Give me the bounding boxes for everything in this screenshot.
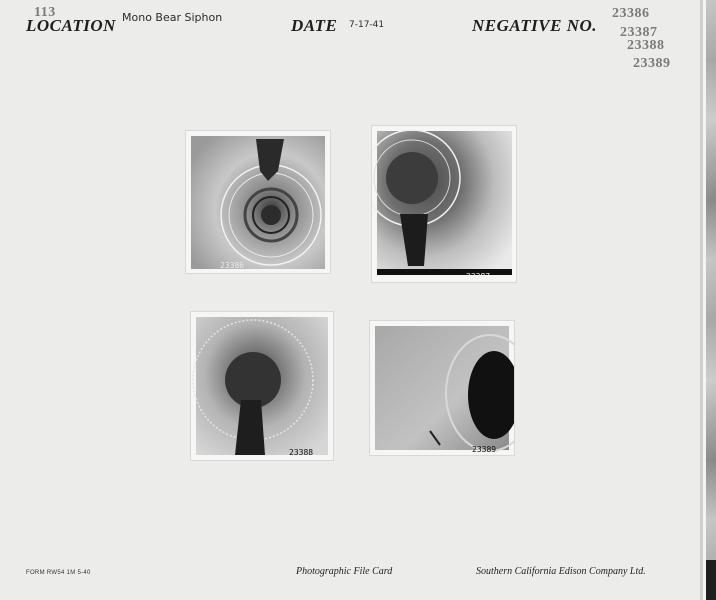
- location-value: Mono Bear Siphon: [122, 11, 223, 24]
- siphon-interior-image: [186, 131, 330, 273]
- siphon-interior-image: [372, 126, 516, 282]
- photo-number: 23389: [472, 445, 497, 454]
- siphon-interior-image: [191, 312, 333, 460]
- photo-23387: [372, 126, 516, 282]
- photo-23389: [370, 321, 514, 455]
- photo-number: 23388: [289, 448, 314, 457]
- negative-label: NEGATIVE NO.: [472, 16, 598, 35]
- negative-number: 23386: [612, 6, 650, 21]
- card-edge-shadow: [706, 560, 716, 600]
- negative-number: 23388: [627, 38, 665, 53]
- date-label: DATE: [291, 16, 338, 35]
- file-number: 113: [34, 5, 56, 20]
- date-value: 7-17-41: [349, 20, 385, 30]
- photo-23386: [186, 131, 330, 273]
- negative-number: 23389: [633, 56, 671, 71]
- photo-23388: [191, 312, 333, 460]
- siphon-interior-image: [370, 321, 514, 455]
- negative-number: 23387: [620, 25, 658, 40]
- form-code: FORM RW54 1M 5-40: [26, 570, 91, 576]
- card-type: Photographic File Card: [296, 566, 393, 577]
- card-edge-shading: [706, 0, 716, 600]
- photo-number: 23386: [220, 261, 245, 270]
- photo-number: 23387: [466, 272, 491, 281]
- company-name: Southern California Edison Company Ltd.: [476, 566, 646, 577]
- location-label: LOCATION: [26, 16, 116, 35]
